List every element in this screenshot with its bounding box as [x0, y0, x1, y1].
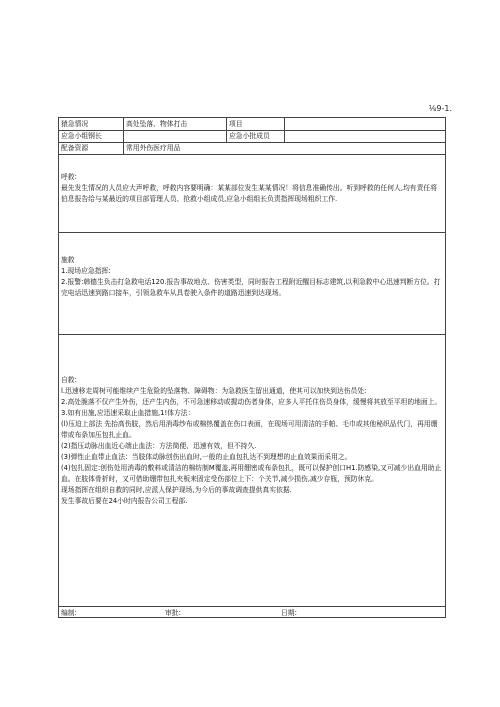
paragraph: l.迅速移走周树可能维续产生危险的坠落物、障碍物：为急救医生留出通道，使其可以加快到达伤员处: [61, 387, 367, 395]
paragraph: 最先发生情况的人员应大声呼救，呼救内容要明确：某某部位发生某某情况！将信息准确传出。听到呼救的任何人,均有责任将伯息报告给与某最近的项目部管理人员、抢救小组成员,应急小组组长负责指挥现场粗织工作. [61, 184, 437, 203]
cell-label: 项目 [227, 118, 285, 130]
paragraph: (2)指压动脉出血近心端止血法：方法简便、迅速有效，但不持久. [61, 442, 257, 450]
cell-value [285, 118, 447, 130]
paragraph: (l)压迫上部法 先抬高伤肢，然后用消毒纱布或棉热覆盖在伤口表面，在现场可用清洁的手帕、毛巾或其他秘织品代门，再用绷带或布条加压包扎止血。 [61, 420, 438, 439]
paragraph: 2.报警:韩德生负击打急救电话120.报告事故地点、伤害类型，同时报告工程附近醒目标志建筑,以利急救中心迅速判断方位。打完电话迅速到路口接车，引领急救车从具卷驶入条件的道路迅速到达现场。 [61, 278, 441, 297]
paragraph: 1.现场应急指挥: [61, 267, 111, 275]
signature-footer [59, 607, 445, 619]
reviewed-by-label: 审批: [165, 609, 181, 617]
page-number: ⅛9-1. [428, 104, 452, 113]
cell-value [124, 130, 227, 142]
cell-value [285, 130, 447, 142]
paragraph: 3.如有出施,应迅速采取止血措施,1!体方法： [61, 409, 195, 417]
rescue-section [59, 233, 445, 335]
section-heading: 呼救: [61, 173, 77, 181]
self-rescue-section [59, 335, 445, 607]
cell-label: 猿急情况 [59, 118, 124, 130]
cell-value: 高处坠落、物体打击 [124, 118, 227, 130]
call-for-help-section [59, 154, 445, 233]
section-heading: 施救 [61, 256, 75, 264]
cell-value: 常用外伤医疗用品 [126, 144, 181, 152]
paragraph: (3)弹性止血带止血法：当肢体动脉创伤出血时,一般的止血包扎达不到理想的止血效果而采用之。 [61, 453, 352, 461]
emergency-form [58, 117, 446, 618]
cell-label: 应急小批成员 [227, 130, 285, 142]
cell-label: 配备资源 [59, 142, 124, 154]
paragraph: 发生事故后要在24小时内报告公司工程部. [61, 497, 188, 505]
date-label: 日期: [281, 609, 297, 617]
paragraph: (4)包扎固定:创伤处用消毒的敷料或清洁的棉纺制M覆盖,再用绷密或布条包扎，既可以保护创口H1.防感染,又可减少出血用助止血。在肢体骨折时，又可借助绷带包扎夹板来固定受伤部位上下：个关节,减少损伤,减少存瓶，预防休克。 [61, 464, 442, 483]
prepared-by-label: 编制: [61, 609, 77, 617]
cell-label: 应急小组钢长 [59, 130, 124, 142]
paragraph: 现场指挥在组织自救的同时,应派人保护现场,为今后的事故调查提供真实依据. [61, 486, 292, 494]
paragraph: 2.高处脆落不仅产生外伤，还产生内伤，不可急速移动或握动伤者身体，应多人平托住伤员身体，缓慢将其放至平坦的地面上。 [61, 398, 442, 406]
section-heading: 自救: [61, 376, 77, 384]
